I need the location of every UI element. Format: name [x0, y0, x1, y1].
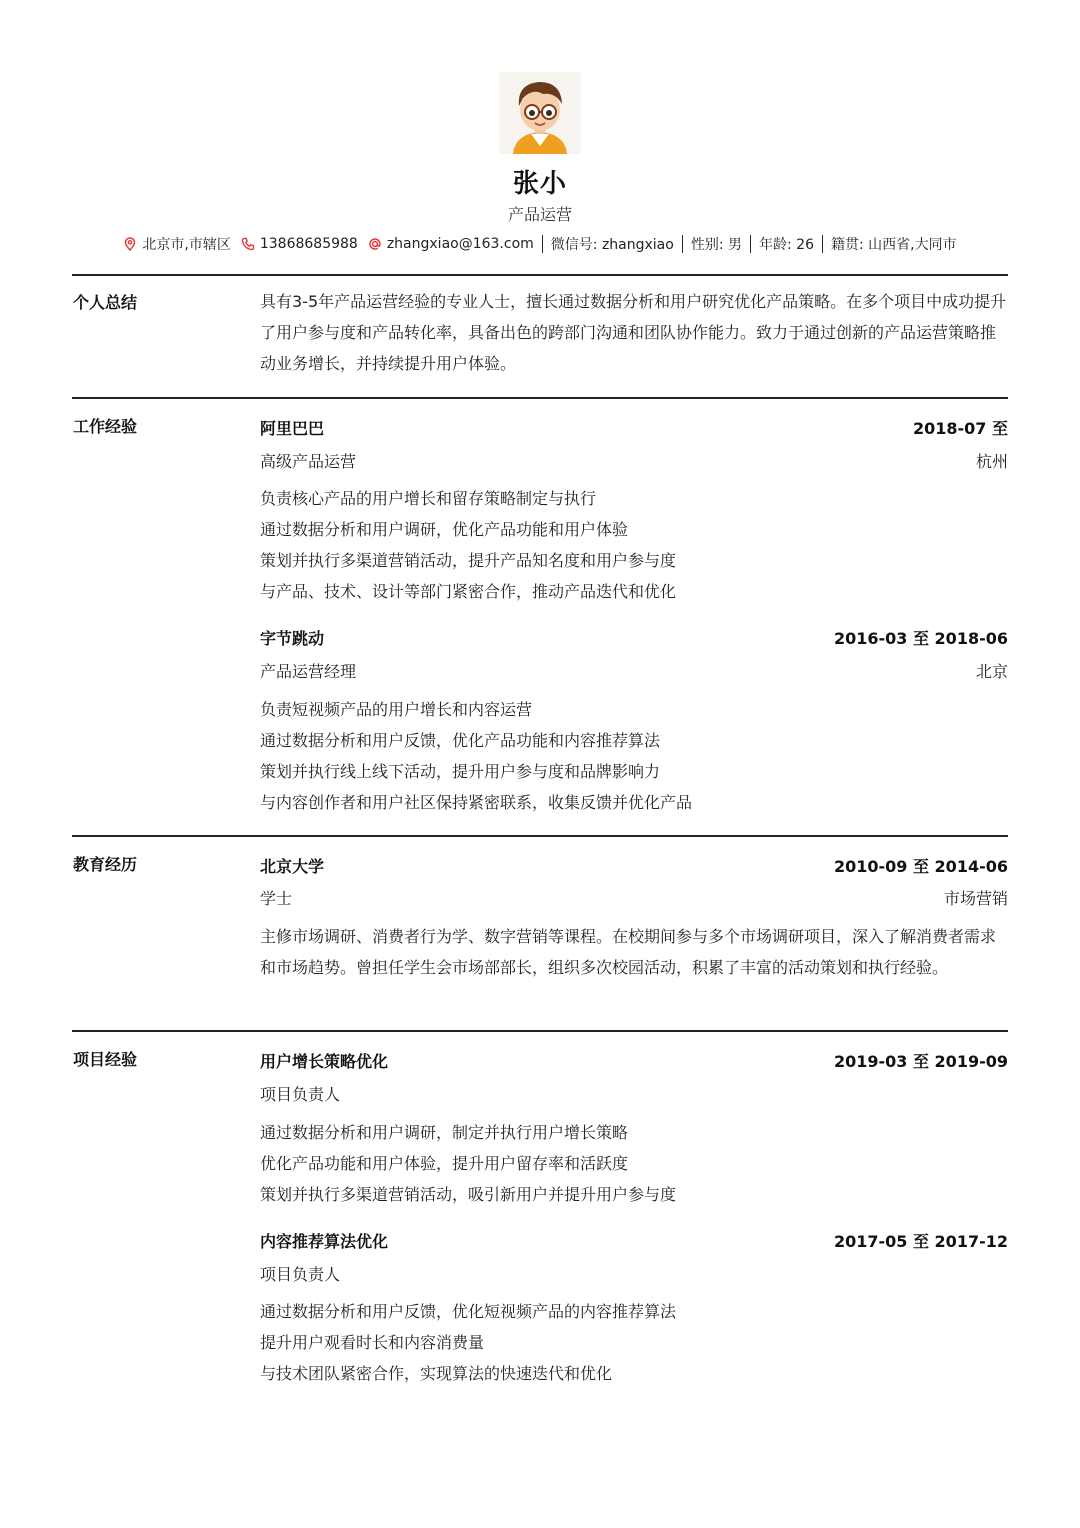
list-item: 通过数据分析和用户反馈，优化短视频产品的内容推荐算法 [260, 1302, 677, 1321]
list-item: 通过数据分析和用户调研，制定并执行用户增长策略 [260, 1123, 629, 1142]
location-text: 北京市,市辖区 [142, 237, 231, 253]
list-item: 与产品、技术、设计等部门紧密合作，推动产品迭代和优化 [260, 582, 677, 601]
degree: 学士 [260, 889, 293, 908]
section-divider [72, 274, 1008, 276]
project-role: 项目负责人 [260, 1265, 341, 1284]
hometown-text: 籍贯: 山西省,大同市 [830, 237, 957, 253]
company-name: 字节跳动 [260, 629, 325, 648]
project-bullets [260, 1117, 1000, 1210]
section-title-projects: 项目经验 [73, 1050, 138, 1069]
work-role: 高级产品运营 [260, 452, 357, 471]
school-name: 北京大学 [260, 857, 325, 876]
summary-text: 具有3-5年产品运营经验的专业人士，擅长通过数据分析和用户研究优化产品策略。在多个项目中成功提升了用户参与度和产品转化率，具备出色的跨部门沟通和团队协作能力。致力于通过创新的产品运营策略推动业务增长，并持续提升用户体验。 [260, 292, 1007, 373]
list-item: 负责短视频产品的用户增长和内容运营 [260, 700, 533, 719]
list-item: 策划并执行线上线下活动，提升用户参与度和品牌影响力 [260, 762, 661, 781]
work-date: 2018-07 至 [912, 419, 1008, 438]
candidate-name: 张小 [512, 169, 567, 199]
work-location: 北京 [975, 662, 1008, 681]
contact-bar [0, 234, 1080, 254]
project-date: 2019-03 至 2019-09 [833, 1052, 1008, 1071]
wechat-text: 微信号: zhangxiao [550, 237, 674, 253]
education-description: 主修市场调研、消费者行为学、数字营销等课程。在校期间参与多个市场调研项目，深入了解消费者需求和市场趋势。曾担任学生会市场部部长，组织多次校园活动，积累了丰富的活动策划和执行经验。 [260, 927, 997, 977]
list-item: 负责核心产品的用户增长和留存策略制定与执行 [260, 489, 597, 508]
list-item: 策划并执行多渠道营销活动，吸引新用户并提升用户参与度 [260, 1185, 677, 1204]
list-item: 通过数据分析和用户调研，优化产品功能和用户体验 [260, 520, 629, 539]
list-item: 通过数据分析和用户反馈，优化产品功能和内容推荐算法 [260, 731, 661, 750]
divider [682, 235, 683, 253]
work-role: 产品运营经理 [260, 662, 357, 681]
project-name: 用户增长策略优化 [260, 1052, 389, 1071]
phone-icon [241, 237, 255, 251]
section-divider [72, 1030, 1008, 1032]
avatar [499, 72, 581, 154]
section-divider [72, 397, 1008, 399]
list-item: 与内容创作者和用户社区保持紧密联系，收集反馈并优化产品 [260, 793, 693, 812]
work-bullets [260, 483, 1000, 607]
section-divider [72, 835, 1008, 837]
project-bullets [260, 1296, 1000, 1389]
list-item: 优化产品功能和用户体验，提升用户留存率和活跃度 [260, 1154, 629, 1173]
contact-email [368, 236, 534, 252]
project-role: 项目负责人 [260, 1085, 341, 1104]
at-sign-icon [368, 237, 382, 251]
list-item: 提升用户观看时长和内容消费量 [260, 1333, 485, 1352]
divider [822, 235, 823, 253]
age-text: 年龄: 26 [759, 237, 814, 253]
contact-phone [241, 236, 358, 252]
company-name: 阿里巴巴 [260, 419, 325, 438]
section-title-work: 工作经验 [73, 417, 138, 436]
list-item: 策划并执行多渠道营销活动，提升产品知名度和用户参与度 [260, 551, 677, 570]
contact-location [123, 234, 230, 254]
project-name: 内容推荐算法优化 [260, 1232, 389, 1251]
education-date: 2010-09 至 2014-06 [833, 857, 1008, 876]
work-location: 杭州 [975, 452, 1008, 471]
phone-text: 13868685988 [259, 236, 358, 252]
location-pin-icon [123, 237, 137, 251]
work-date: 2016-03 至 2018-06 [833, 629, 1008, 648]
divider [750, 235, 751, 253]
section-title-education: 教育经历 [73, 855, 138, 874]
project-date: 2017-05 至 2017-12 [833, 1232, 1008, 1251]
section-title-summary: 个人总结 [73, 293, 138, 312]
gender-text: 性别: 男 [690, 237, 742, 253]
work-bullets [260, 694, 1000, 818]
divider [542, 235, 543, 253]
job-title: 产品运营 [507, 205, 572, 224]
email-text: zhangxiao@163.com [386, 236, 534, 252]
list-item: 与技术团队紧密合作，实现算法的快速迭代和优化 [260, 1364, 613, 1383]
major: 市场营销 [943, 889, 1008, 908]
